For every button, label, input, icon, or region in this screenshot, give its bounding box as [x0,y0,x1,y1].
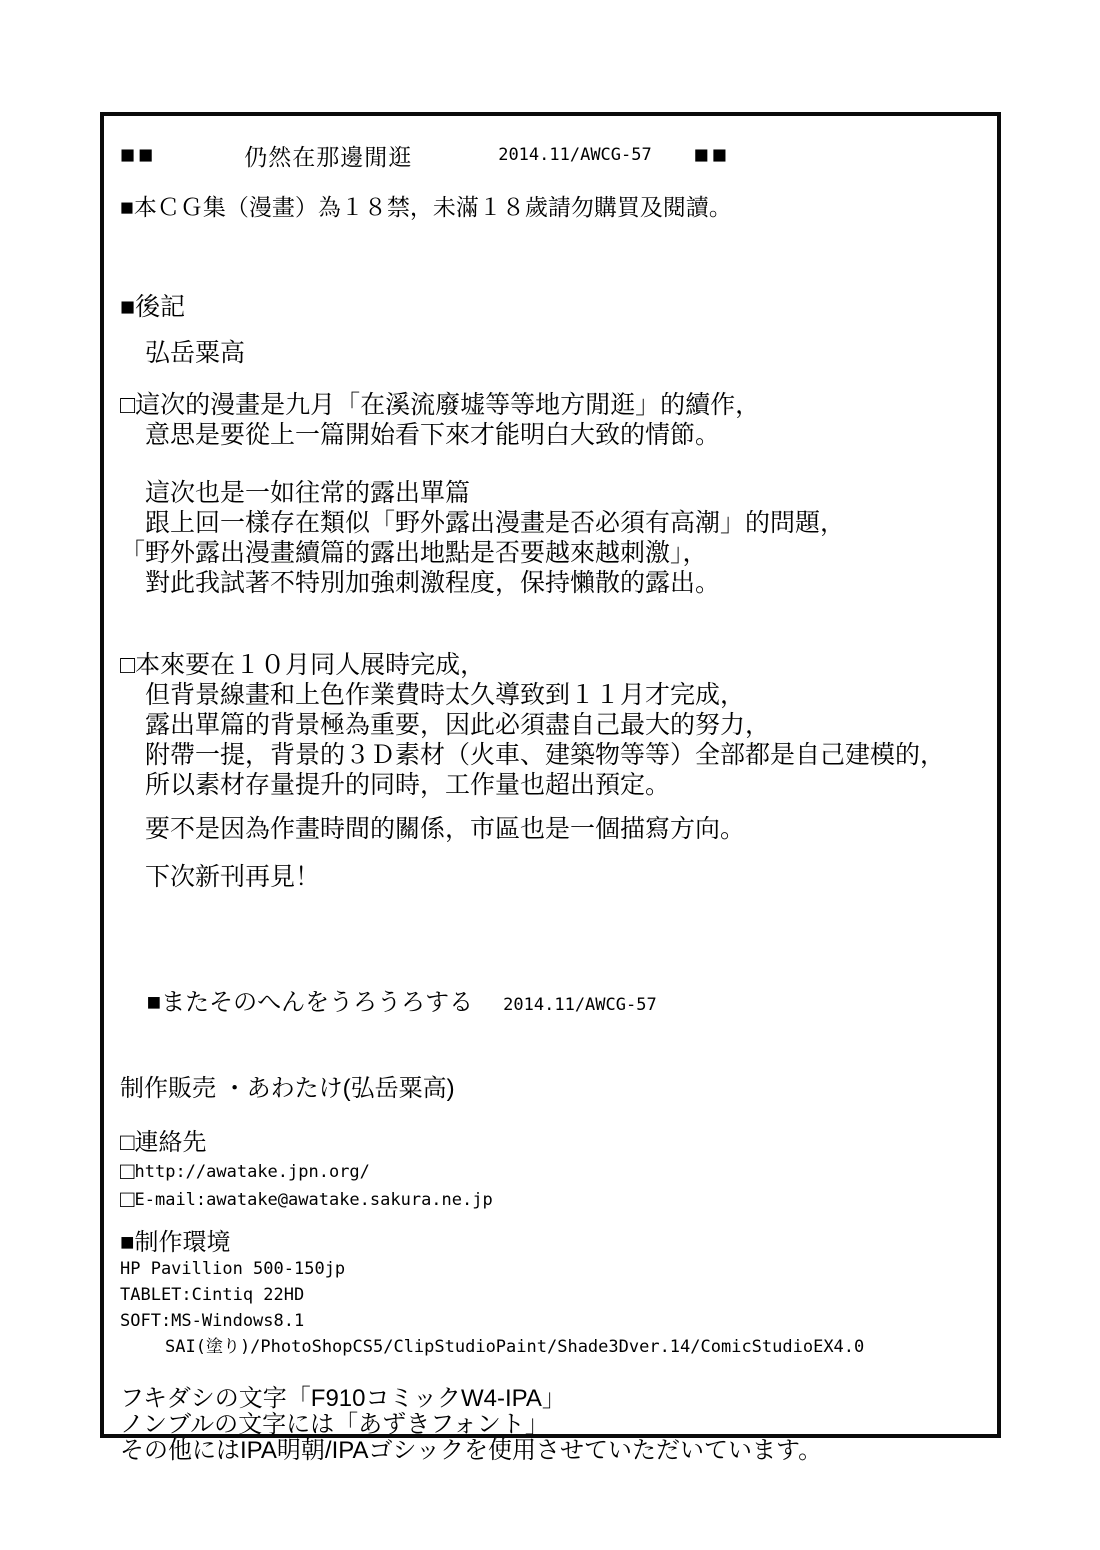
website-line [120,1158,979,1186]
font-note: ノンブルの文字には「あずきフォント」 [120,1411,549,1438]
email-line [120,1186,979,1214]
publisher-line: 制作販売 ・あわたけ(弘岳粟高) [120,1075,455,1102]
booklet-code: 2014.11/AWCG-57 [498,145,652,165]
hollow-square-mark: □ [120,1186,135,1213]
hollow-square-mark: □ [120,1158,135,1185]
afterword-line: 「野外露出漫畫續篇的露出地點是否要越來越刺激」， [120,539,708,567]
author-name: 弘岳粟高 [145,339,246,367]
right-squares-mark: ■■ [693,140,730,169]
afterword-closing: 下次新刊再見！ [145,863,321,891]
left-squares-mark: ■■ [120,140,157,169]
afterword-line: 但背景線畫和上色作業費時太久導致到１１月才完成， [145,681,746,709]
afterword-line: 跟上回一樣存在類似「野外露出漫畫是否必須有高潮」的問題， [145,509,846,537]
afterword-line: □本來要在１０月同人展時完成， [120,651,486,679]
font-notes-block [120,1386,979,1464]
original-title: ■またそのへんをうろうろする [146,989,474,1016]
afterword-remark: 要不是因為作畫時間的關係，市區也是一個描寫方向。 [145,815,746,843]
font-note: フキダシの文字「F910コミックW4-IPA」 [120,1385,566,1412]
email-address: E-mail:awatake@awatake.sakura.ne.jp [134,1190,493,1210]
afterword-line: 對此我試著不特別加強刺激程度，保持懶散的露出。 [145,569,721,597]
afterword-line: 附帶一提，背景的３Ｄ素材（火車、建築物等等）全部都是自己建模的， [145,741,946,769]
afterword-paragraph-schedule [120,650,979,800]
environment-os: SOFT:MS-Windows8.1 [120,1311,305,1331]
afterword-paragraph-sequel [120,390,979,450]
page-border-frame [100,112,1001,1464]
environment-block [120,1230,979,1360]
website-url: http://awatake.jpn.org/ [134,1162,370,1182]
contact-heading: □連絡先 [120,1129,207,1156]
age-restriction-notice: ■本ＣＧ集（漫畫）為１８禁，未滿１８歲請勿購買及閱讀。 [120,194,732,220]
font-note: その他にはIPA明朝/IPAゴシックを使用させていただいています。 [120,1437,823,1464]
afterword-line: □這次的漫畫是九月「在溪流廢墟等等地方閒逛」的續作， [120,391,761,419]
environment-pc: HP Pavillion 500-150jp [120,1259,346,1279]
afterword-paragraph-exposure [120,478,979,598]
environment-tablet: TABLET:Cintiq 22HD [120,1285,305,1305]
contact-block [120,1128,979,1214]
afterword-line: 這次也是一如往常的露出單篇 [145,479,471,507]
afterword-line: 露出單篇的背景極為重要，因此必須盡自己最大的努力， [145,711,771,739]
environment-software: SAI(塗り)/PhotoShopCS5/ClipStudioPaint/Shade3Dver.14/ComicStudioEX4.0 [165,1337,865,1357]
afterword-heading: ■後記 [120,293,186,321]
afterword-line: 意思是要從上一篇開始看下來才能明白大致的情節。 [145,421,721,449]
afterword-line: 所以素材存量提升的同時，工作量也超出預定。 [145,771,671,799]
header-row [120,140,979,170]
environment-heading: ■制作環境 [120,1229,231,1256]
original-title-row [120,958,979,1050]
original-title-code: 2014.11/AWCG-57 [503,995,657,1015]
booklet-title: 仍然在那邊閒逛 [244,143,413,170]
